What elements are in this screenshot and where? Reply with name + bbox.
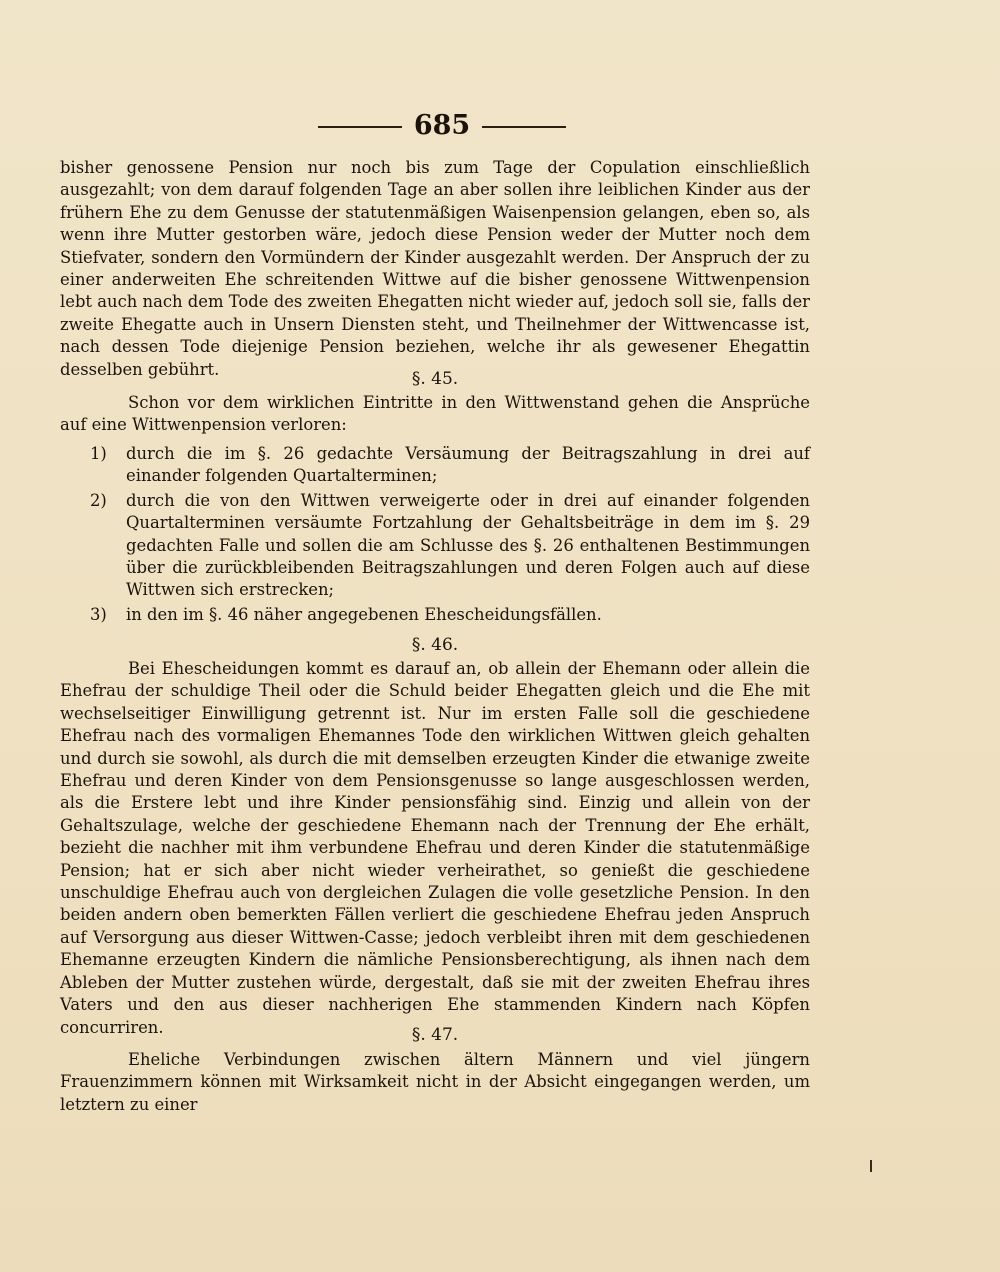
list-item-number: 1) — [90, 444, 107, 463]
paragraph-continuation: bisher genossene Pension nur noch bis zum Tage der Copulation einschließlich ausgezahlt; von dem darauf folgenden Tage an aber sollen ihre leiblichen Kinder aus der frühern Ehe zu dem Genusse der statutenmäßigen Waisenpension gelangen, eben so, als wenn ihre Mutter gestorben wäre, jedoch diese Pension weder der Mutter noch dem Stiefvater, sondern den Vormündern der Kinder ausgezahlt werden. Der Anspruch der zu einer anderweiten Ehe schreitenden Wittwe auf die bisher genossene Wittwenpension lebt auch nach dem Tode des zweiten Ehegatten nicht wieder auf, jedoch soll sie, falls der zweite Ehegatte auch in Unsern Diensten steht, und Theilnehmer der Wittwencasse ist, nach dessen Tode diejenige Pension beziehen, welche ihr als gewesener Ehegattin desselben gebührt. — [60, 158, 810, 379]
list-item — [60, 604, 810, 626]
list-item-text: durch die von den Wittwen verweigerte oder in drei auf einander folgenden Quartalterminen versäumte Fortzahlung der Gehaltsbeiträge in dem im §. 29 gedachten Falle und sollen die am Schlusse des §. 26 enthaltenen Bestimmungen über die zurückbleibenden Beitragszahlungen und deren Folgen auch auf diese Wittwen sich erstrecken; — [126, 490, 810, 600]
paper-speck — [870, 1160, 872, 1172]
list-item — [60, 443, 810, 488]
page-number: 685 — [413, 110, 471, 141]
header-rule-left — [318, 126, 402, 128]
paragraph-45: Schon vor dem wirklichen Eintritte in den Wittwenstand gehen die Ansprüche auf eine Wittwenpension verloren: — [60, 393, 810, 435]
page-header — [0, 108, 1000, 144]
section-heading-46: §. 46. — [411, 635, 459, 655]
list-item — [60, 490, 810, 602]
section-heading-47: §. 47. — [411, 1025, 459, 1045]
paragraph-46: Bei Ehescheidungen kommt es darauf an, ob allein der Ehemann oder allein die Ehefrau der schuldige Theil oder die Schuld beider Ehegatten gleich und die Ehe mit wechselseitiger Einwilligung getrennt ist. Nur im ersten Falle soll die geschiedene Ehefrau nach des vormaligen Ehemannes Tode den wirklichen Wittwen gleich gehalten und durch sie sowohl, als durch die mit demselben erzeugten Kinder die etwanige zweite Ehefrau und deren Kinder von dem Pensionsgenusse so lange ausgeschlossen werden, als die Erstere lebt und ihre Kinder pensionsfähig sind. Einzig und allein von der Gehaltszulage, welche der geschiedene Ehemann nach der Trennung der Ehe erhält, bezieht die nachher mit ihm verbundene Ehefrau und deren Kinder die statutenmäßige Pension; hat er sich aber nicht wieder verheirathet, so genießt die geschiedene unschuldige Ehefrau auch von dergleichen Zulagen die volle gesetzliche Pension. In den beiden andern oben bemerkten Fällen verliert die geschiedene Ehefrau jeden Anspruch auf Versorgung aus dieser Wittwen-Casse; jedoch verbleibt ihren mit dem geschiedenen Ehemanne erzeugten Kindern die nämliche Pensionsberechtigung, als ihnen nach dem Ableben der Mutter zustehen würde, dergestalt, daß sie mit der zweiten Ehefrau ihres Vaters und den aus dieser nachherigen Ehe stammenden Kindern nach Köpfen concurriren. — [60, 659, 810, 1037]
list-item-number: 3) — [90, 604, 107, 624]
section-45-list — [60, 443, 810, 628]
list-item-text: durch die im §. 26 gedachte Versäumung der Beitragszahlung in drei auf einander folgenden Quartalterminen; — [126, 444, 810, 486]
list-item-text: in den im §. 46 näher angegebenen Ehescheidungsfällen. — [126, 604, 602, 624]
paragraph-47: Eheliche Verbindungen zwischen ältern Männern und viel jüngern Frauenzimmern können mit Wirksamkeit nicht in der Absicht eingegangen werden, um letztern zu einer — [60, 1050, 810, 1114]
section-heading-45: §. 45. — [411, 369, 459, 389]
list-item-number: 2) — [90, 490, 107, 510]
header-rule-right — [482, 126, 566, 128]
